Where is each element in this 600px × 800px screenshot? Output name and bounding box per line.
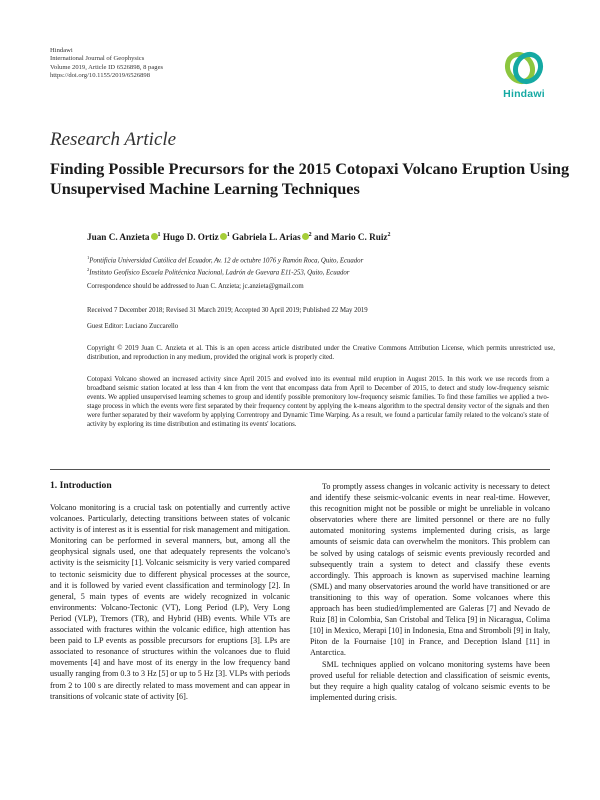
affiliation-text: Pontificia Universidad Católica del Ecuador, Av. 12 de octubre 1076 y Ramón Roca, Quito, Ecuador xyxy=(89,257,364,265)
left-column xyxy=(50,502,290,702)
journal-header xyxy=(50,47,163,81)
author-affiliation-mark: 2 xyxy=(308,232,312,238)
affiliation-line xyxy=(87,254,363,266)
affiliation-mark: 1 xyxy=(87,255,90,260)
orcid-icon[interactable] xyxy=(220,233,227,240)
hindawi-logo xyxy=(498,48,550,106)
doi-link[interactable]: https://doi.org/10.1155/2019/6526898 xyxy=(50,72,151,80)
guest-editor: Guest Editor: Luciano Zuccarello xyxy=(87,323,179,330)
orcid-icon[interactable] xyxy=(151,233,158,240)
correspondence: Correspondence should be addressed to Juan C. Anzieta; jc.anzieta@gmail.com xyxy=(87,283,304,290)
section-heading: 1. Introduction xyxy=(50,480,112,491)
publication-dates: Received 7 December 2018; Revised 31 March 2019; Accepted 30 April 2019; Published 22 May 2019 xyxy=(87,307,368,314)
volume-info: Volume 2019, Article ID 6526898, 8 pages xyxy=(50,63,164,71)
affiliation-line xyxy=(87,266,363,278)
author-name[interactable]: Gabriela L. Arias xyxy=(232,232,301,243)
article-type: Research Article xyxy=(50,129,177,150)
author-name[interactable]: Hugo D. Ortiz xyxy=(162,232,219,243)
author-name[interactable]: and Mario C. Ruiz xyxy=(313,232,388,243)
paper-title: Finding Possible Precursors for the 2015 Cotopaxi Volcano Eruption Using Unsupervised Machine Learning Techniques xyxy=(50,159,570,198)
author-affiliation-mark: 2 xyxy=(387,232,391,238)
paragraph: SML techniques applied on volcano monitoring systems have been proved useful for reliable detection and classification of seismic events, but they require a high quality catalog of volcano seismic events to be implemented during crisis. xyxy=(310,659,550,702)
journal-name: International Journal of Geophysics xyxy=(50,55,145,63)
orcid-icon[interactable] xyxy=(302,233,309,240)
divider xyxy=(50,469,550,470)
author-name[interactable]: Juan C. Anzieta xyxy=(87,232,150,243)
author-affiliation-mark: 1 xyxy=(157,232,161,238)
right-column xyxy=(310,481,550,703)
logo-text: Hindawi xyxy=(503,88,545,100)
abstract: Cotopaxi Volcano showed an increased activity since April 2015 and evolved into its eventual mild eruption in August 2015. In this work we use records from a broadband seismic station located at less than 4 km from the vent that encompass data from April to December of 2015, to detect and study low-frequency seismic events. We applied unsupervised learning schemes to group and identify possible premonitory low-frequency seismic families. To find these families we applied a two-stage process in which the events were first separated by their frequency content by applying the k-means algorithm to the spectral density vector of the signals and then were further separated by their waveform by applying Correntropy and Dynamic Time Warping. As a result, we found a particular family related to the volcano's state of activity by exploring its time distribution and estimating its events' locations. xyxy=(87,376,549,429)
affiliations xyxy=(87,254,363,278)
paragraph: To promptly assess changes in volcanic activity is necessary to detect and identify these seismic-volcanic events in near real-time. However, this recognition might not be possible or might be unreliable in volcano observatories where there are limited personnel or there are no fully automated monitoring systems implemented during crisis, as large amounts of seismic data can overwhelm the monitors. This problem can be solved by using catalogs of seismic events previously recorded and subsequently train a system to detect and classify these events accordingly. This approach is known as supervised machine learning (SML) and many observatories around the world have transitioned or are transitioning to this way of operation. Some volcanoes where this approach has been studied/implemented are Galeras [7] and Nevado de Ruiz [8] in Colombia, San Cristobal and Telica [9] in Nicaragua, Colima [10] in Mexico, Merapi [10] in Indonesia, Etna and Stromboli [9] in Italy, Piton de la Fournaise [10] in France, and Deception Island [11] in Antarctica. xyxy=(310,482,550,658)
affiliation-mark: 2 xyxy=(87,266,90,272)
hindawi-rings-icon xyxy=(504,48,544,88)
paragraph: Volcano monitoring is a crucial task on potentially and currently active volcanoes. Particularly, detecting transitions between states of volcanic activity is of interest as it is essential for risk management and mitigation. Monitoring can be performed in several manners, but, among all the geophysical signals used, one that adequately represents the volcano's activity is the seismicity [1]. Volcanic seismicity is very varied compared to tectonic seismicity due to different physical processes at the source, and it is followed by varied event classification and terminology [2]. In general, 5 main types of events are widely recognized in volcanic environments: Volcano-Tectonic (VT), Long Period (LP), Very Long Period (VLP), Tremors (TR), and Hybrid (HB) events. While VTs are associated with fractures within the volcanic edifice, high attention has been paid to LP events as possible precursors for eruptions [3]. LPs are associated to resonance of structures within the volcanoes due to fluid movements [4] and have most of its energy in the low frequency band usually ranging from 0.3 to 3 Hz [5] or up to 5 Hz [3]. VLPs with periods from 2 to 100 s are directly related to mass movement and can appear in transitions of volcanic state of activity [6]. xyxy=(50,503,290,701)
author-affiliation-mark: 1 xyxy=(226,232,230,238)
author-list xyxy=(87,232,390,242)
affiliation-text: Instituto Geofísico Escuela Politécnica Nacional, Ladrón de Guevara E11-253, Quito, Ecuador xyxy=(89,269,350,277)
publisher-name: Hindawi xyxy=(50,47,73,54)
copyright-notice: Copyright © 2019 Juan C. Anzieta et al. This is an open access article distributed under the Creative Commons Attribution License, which permits unrestricted use, distribution, and reproduction in any medium, provided the original work is properly cited. xyxy=(87,345,555,361)
